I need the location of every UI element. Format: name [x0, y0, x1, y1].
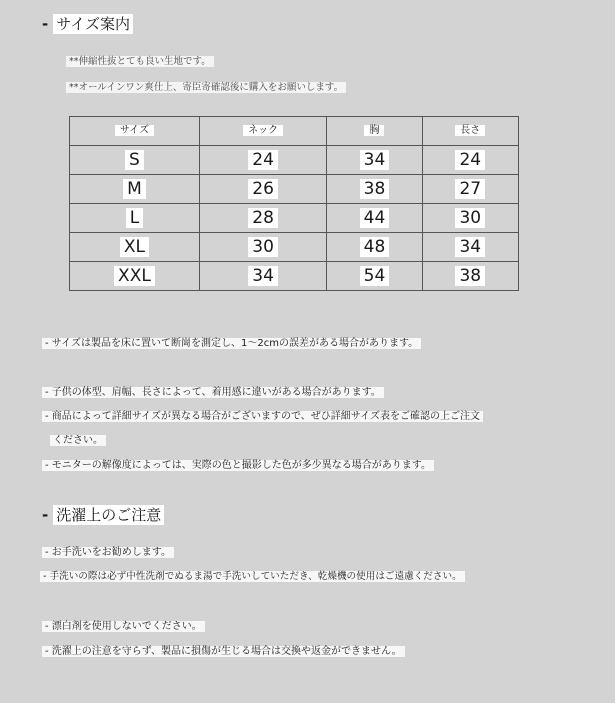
table-row — [70, 175, 519, 204]
wash-note-warning: - 洗濯上の注意を守らず、製品に損傷が生じる場合は交換や返金ができません。 — [42, 645, 405, 659]
heading-dash: - — [42, 506, 49, 525]
neck-cell: 30 — [199, 233, 326, 262]
chest-cell: 34 — [327, 146, 422, 175]
size-cell: M — [70, 175, 200, 204]
length-cell: 38 — [422, 262, 518, 291]
table-row — [70, 233, 519, 262]
washing-heading — [42, 505, 164, 525]
size-guide-heading — [42, 14, 133, 34]
size-cell: XL — [70, 233, 200, 262]
heading-dash: - — [42, 15, 49, 34]
table-row — [70, 146, 519, 175]
size-note-2: **オールインワン爽仕上、寄臣寄確認後に購入をお願いします。 — [66, 82, 346, 95]
size-cell: S — [70, 146, 200, 175]
wash-note-bleach: - 漂白剤を使用しないでください。 — [42, 620, 205, 634]
neck-cell: 28 — [199, 204, 326, 233]
chest-cell: 44 — [327, 204, 422, 233]
size-guide-title: サイズ案内 — [53, 14, 133, 34]
neck-cell: 24 — [199, 146, 326, 175]
size-note-detail-cont: ください。 — [50, 434, 106, 448]
table-row — [70, 262, 519, 291]
size-note-measurement: - サイズは製品を床に置いて断崗を測定し、1〜2cmの誤差がある場合があります。 — [42, 337, 421, 351]
size-note-detail: - 商品によって詳細サイズが異なる場合がございますので、ぜひ詳細サイズ表をご確認の上ご注文 — [42, 410, 483, 424]
chest-cell: 54 — [327, 262, 422, 291]
size-note-fit: - 子供の体型、肩幅、長さによって、着用感に違いがある場合があります。 — [42, 386, 384, 400]
chest-cell: 48 — [327, 233, 422, 262]
header-neck: ネック — [199, 117, 326, 146]
washing-title: 洗濯上のご注意 — [53, 505, 164, 525]
size-table-header-row — [70, 117, 519, 146]
size-table — [69, 116, 519, 291]
length-cell: 34 — [422, 233, 518, 262]
header-length: 長さ — [422, 117, 518, 146]
length-cell: 24 — [422, 146, 518, 175]
chest-cell: 38 — [327, 175, 422, 204]
wash-note-handwash: - お手洗いをお勧めします。 — [42, 546, 174, 560]
neck-cell: 34 — [199, 262, 326, 291]
header-size: サイズ — [70, 117, 200, 146]
size-note-1: **伸縮性抜とても良い生地です。 — [66, 56, 214, 69]
length-cell: 30 — [422, 204, 518, 233]
size-note-monitor: - モニターの解像度によっては、実際の色と撮影した色が多少異なる場合があります。 — [42, 459, 434, 473]
size-cell: L — [70, 204, 200, 233]
header-chest: 胸 — [327, 117, 422, 146]
wash-note-detergent: - 手洗いの際は必ず中性洗剤でぬるま湯で手洗いしていただき、乾燥機の使用はご遠慮ください。 — [40, 571, 465, 584]
table-row — [70, 204, 519, 233]
size-cell: XXL — [70, 262, 200, 291]
length-cell: 27 — [422, 175, 518, 204]
neck-cell: 26 — [199, 175, 326, 204]
